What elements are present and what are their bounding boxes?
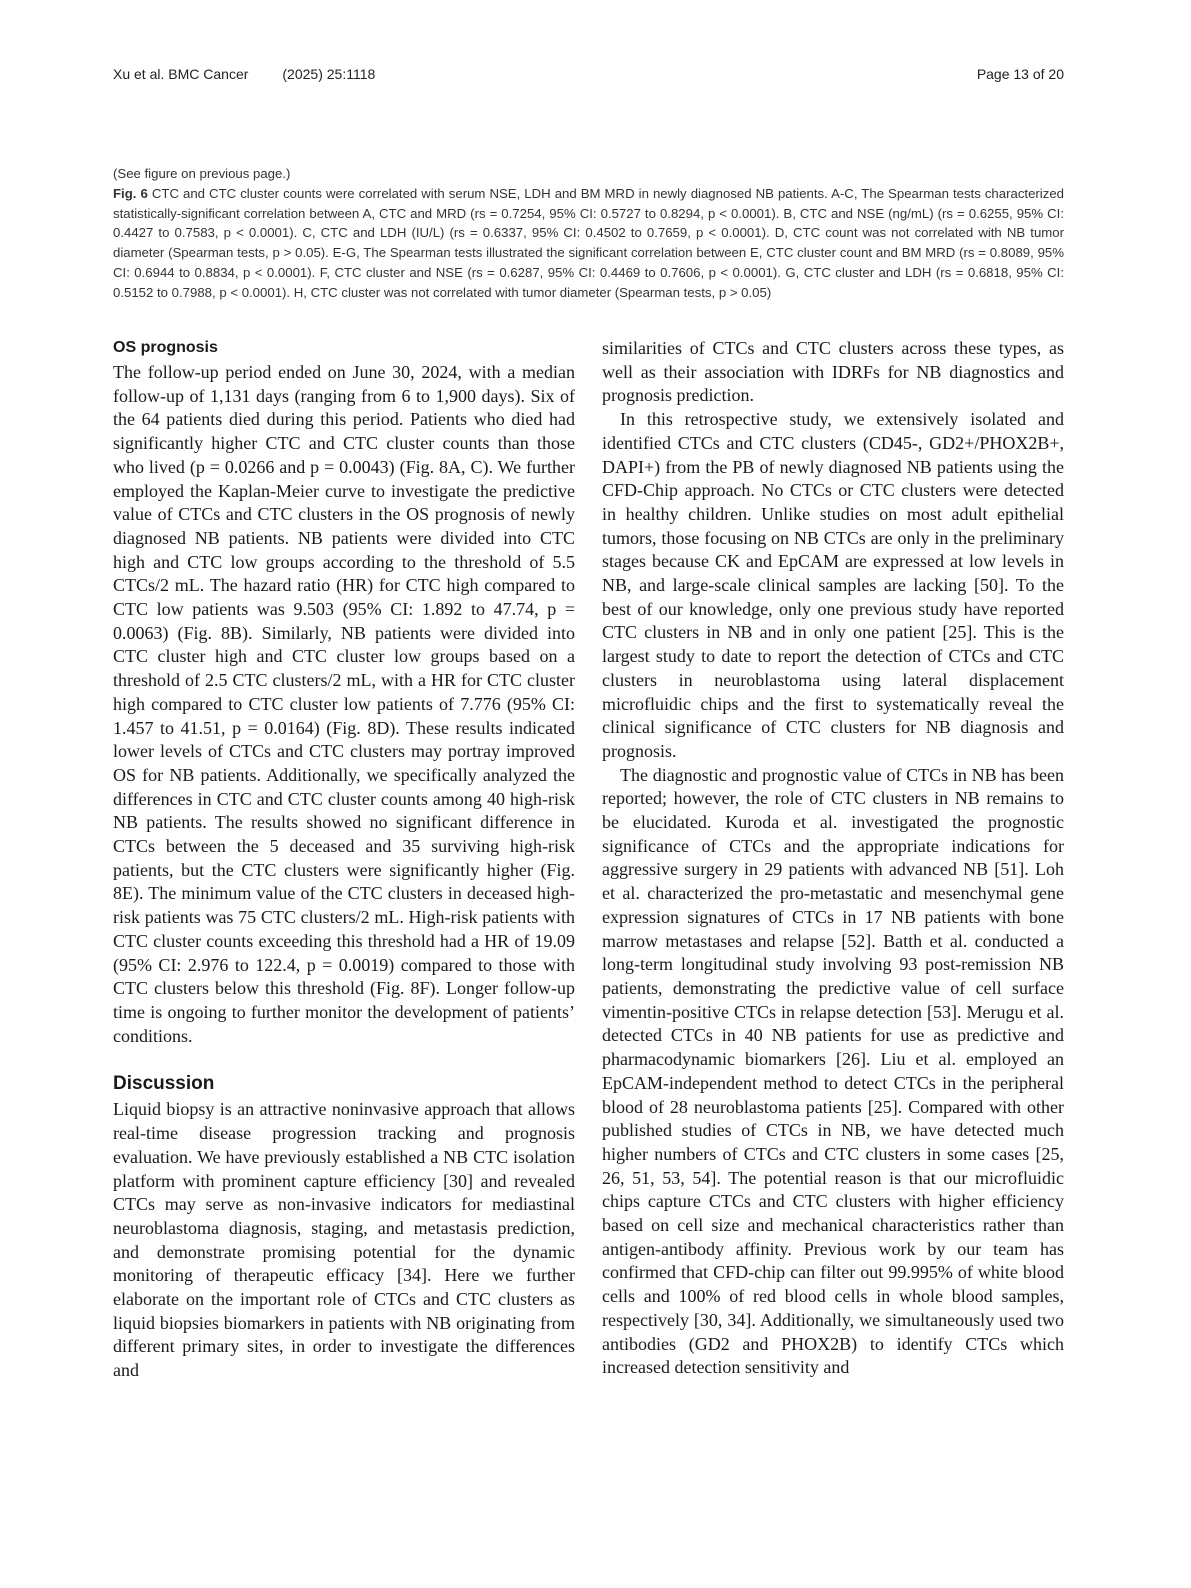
discussion-paragraph-3: The diagnostic and prognostic value of CTCs in NB has been reported; however, the role of CTC clusters in NB remains to be elucidated. Kuroda et al. investigated the prognostic significance of CTCs and the appropriate indications for aggressive surgery in 29 patients with advanced NB [51]. Loh et al. characterized the pro-metastatic and mesenchymal gene expression signatures of CTCs in 17 NB patients with bone marrow metastases and relapse [52]. Batth et al. conducted a long-term longitudinal study involving 93 post-remission NB patients, demonstrating the predictive value of cell surface vimentin-positive CTCs in relapse detection [53]. Merugu et al. detected CTCs in 40 NB patients for use as predictive and pharmacodynamic biomarkers [26]. Liu et al. employed an EpCAM-independent method to detect CTCs in the peripheral blood of 28 neuroblastoma patients [25]. Compared with other published studies of CTCs in NB, we have detected much higher numbers of CTCs and CTC clusters in some cases [25, 26, 51, 53, 54]. The potential reason is that our microfluidic chips capture CTCs and CTC clusters with higher efficiency based on cell size and mechanical characteristics rather than antigen-antibody affinity. Previous work by our team has confirmed that CFD-chip can filter out 99.995% of white blood cells and 100% of red blood cells in whole blood samples, respectively [30, 34]. Additionally, we simultaneously used two antibodies (GD2 and PHOX2B) to identify CTCs which increased detection sensitivity and [602,764,1064,1378]
right-column [602,337,1064,1380]
caption-text: CTC and CTC cluster counts were correlated with serum NSE, LDH and BM MRD in newly diagnosed NB patients. A-C, The Spearman tests characterized statistically-significant correlation between A, CTC and MRD (rs = 0.7254, 95% CI: 0.5727 to 0.8294, p < 0.0001). B, CTC and NSE (ng/mL) (rs = 0.6255, 95% CI: 0.4427 to 0.7583, p < 0.0001). C, CTC and LDH (IU/L) (rs = 0.6337, 95% CI: 0.4502 to 0.7659, p < 0.0001). D, CTC count was not correlated with NB tumor diameter (Spearman tests, p > 0.05). E-G, The Spearman tests illustrated the significant correlation between E, CTC cluster count and BM MRD (rs = 0.8089, 95% CI: 0.6944 to 0.8834, p < 0.0001). F, CTC cluster and NSE (rs = 0.6287, 95% CI: 0.4469 to 0.7606, p < 0.0001). G, CTC cluster and LDH (rs = 0.6818, 95% CI: 0.5152 to 0.7988, p < 0.0001). H, CTC cluster was not correlated with tumor diameter (Spearman tests, p > 0.05) [113,185,1065,300]
discussion-heading: Discussion [113,1073,215,1095]
header-left [113,66,375,82]
header-authors: Xu et al. BMC Cancer [113,66,249,82]
discussion-paragraph-1: Liquid biopsy is an attractive noninvasive approach that allows real-time disease progression tracking and prognosis evaluation. We have previously established a NB CTC isolation platform with prominent capture efficiency [30] and revealed CTCs may serve as non-invasive indicators for mediastinal neuroblastoma diagnosis, staging, and metastasis prediction, and demonstrate promising potential for the dynamic monitoring of therapeutic efficacy [34]. Here we further elaborate on the important role of CTCs and CTC clusters as liquid biopsies biomarkers in patients with NB originating from different primary sites, in order to investigate the differences and [113,1099,575,1381]
caption-body [113,184,1064,303]
figure-caption [113,164,1064,303]
discussion-paragraph-2: In this retrospective study, we extensively isolated and identified CTCs and CTC clusters (CD45-, GD2+/PHOX2B+, DAPI+) from the PB of newly diagnosed NB patients using the CFD-Chip approach. No CTCs or CTC clusters were detected in healthy children. Unlike studies on most adult epithelial tumors, those focusing on NB CTCs are only in the preliminary stages because CK and EpCAM are expressed at low levels in NB, and large-scale clinical samples are lacking [50]. To the best of our knowledge, only one previous study have reported CTC clusters in NB and in only one patient [25]. This is the largest study to date to report the detection of CTCs and CTC clusters in neuroblastoma using lateral displacement microfluidic chips and the first to systematically reveal the clinical significance of CTC clusters for NB diagnosis and prognosis. [602,409,1064,761]
header-citation: (2025) 25:1118 [282,66,376,82]
left-column [113,337,575,1383]
page-number: Page 13 of 20 [976,66,1064,82]
discussion-continued: similarities of CTCs and CTC clusters across these types, as well as their association with IDRFs for NB diagnostics and prognosis prediction. [602,338,1064,406]
caption-note: (See figure on previous page.) [113,166,291,181]
caption-label: Fig. 6 [113,185,148,201]
os-prognosis-heading: OS prognosis [113,339,218,356]
running-header [113,66,1064,82]
os-prognosis-paragraph: The follow-up period ended on June 30, 2024, with a median follow-up of 1,131 days (ranging from 6 to 1,900 days). Six of the 64 patients died during this period. Patients who died had significantly higher CTC and CTC cluster counts than those who lived (p = 0.0266 and p = 0.0043) (Fig. 8A, C). We further employed the Kaplan-Meier curve to investigate the predictive value of CTCs and CTC clusters in the OS prognosis of newly diagnosed NB patients. NB patients were divided into CTC high and CTC low groups according to the threshold of 5.5 CTCs/2 mL. The hazard ratio (HR) for CTC high compared to CTC low patients was 9.503 (95% CI: 1.892 to 47.74, p = 0.0063) (Fig. 8B). Similarly, NB patients were divided into CTC cluster high and CTC cluster low groups based on a threshold of 2.5 CTC clusters/2 mL, with a HR for CTC cluster high compared to CTC cluster low patients of 7.776 (95% CI: 1.457 to 41.51, p = 0.0164) (Fig. 8D). These results indicated lower levels of CTCs and CTC clusters may portray improved OS for NB patients. Additionally, we specifically analyzed the differences in CTC and CTC cluster counts among 40 high-risk NB patients. The results showed no significant difference in CTCs between the 5 deceased and 35 surviving high-risk patients, but the CTC clusters were significantly higher (Fig. 8E). The minimum value of the CTC clusters in deceased high-risk patients was 75 CTC clusters/2 mL. High-risk patients with CTC cluster counts exceeding this threshold had a HR of 19.09 (95% CI: 2.976 to 122.4, p = 0.0019) compared to those with CTC clusters below this threshold (Fig. 8F). Longer follow-up time is ongoing to further monitor the development of patients’ conditions. [113,362,575,1046]
